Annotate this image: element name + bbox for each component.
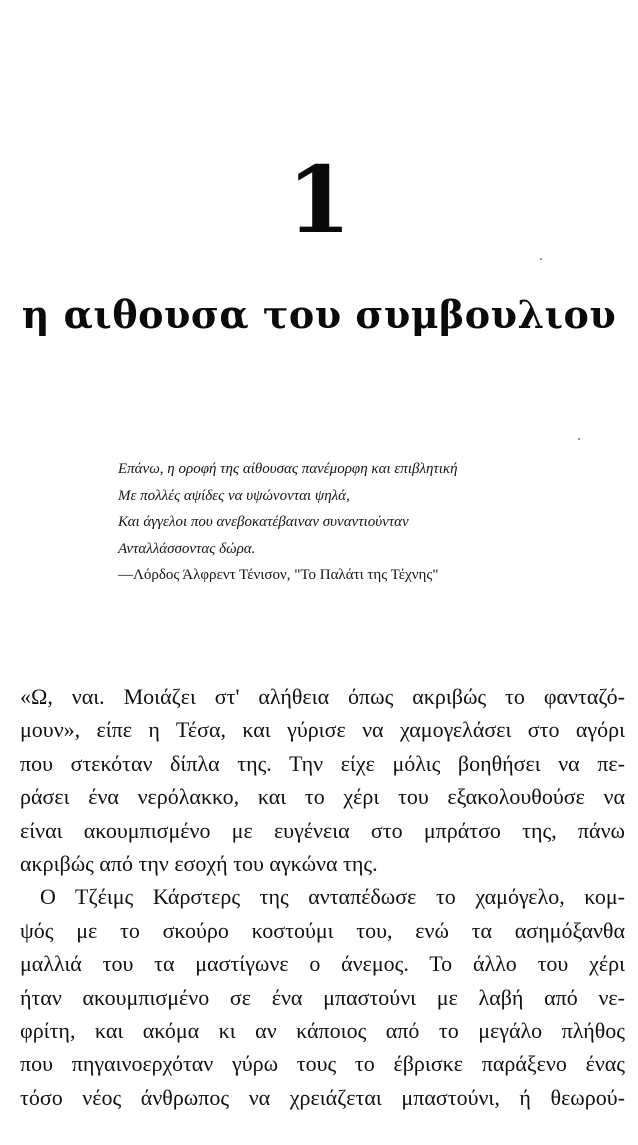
epigraph	[118, 456, 598, 589]
scan-speck	[578, 438, 580, 440]
epigraph-line: Με πολλές αψίδες να υψώνονται ψηλά,	[118, 487, 350, 504]
text-line: που στεκόταν δίπλα της. Την είχε μόλις βοηθήσει να πε-	[20, 750, 625, 776]
text-line: που πηγαινοερχόταν γύρω τους το έβρισκε παράξενο ένας	[20, 1051, 625, 1077]
paragraph	[20, 880, 625, 1114]
text-line: είναι ακουμπισμένο με ευγένεια στο μπράτσο της, πάνω	[20, 817, 625, 843]
text-line: τόσο νέος άνθρωπος να χρειάζεται μπαστούνι, ή θεωρού-	[20, 1084, 625, 1110]
epigraph-attribution: —Λόρδος Άλφρεντ Τένισον, "Το Παλάτι της Τέχνης"	[118, 567, 439, 583]
scan-speck	[540, 258, 542, 260]
text-line: μαλλιά του τα μαστίγωνε ο άνεμος. Το άλλο του χέρι	[20, 951, 625, 977]
body-text	[20, 680, 625, 1114]
text-line: «Ω, ναι. Μοιάζει στ' αλήθεια όπως ακριβώς το φανταζό-	[20, 684, 625, 709]
epigraph-line: Επάνω, η οροφή της αίθουσας πανέμορφη και επιβλητική	[118, 461, 458, 477]
chapter-title: η αιθουσα του συμβουλιου	[21, 292, 617, 337]
text-line: ψός με το σκούρο κοστούμι του, ενώ τα ασημόξανθα	[20, 917, 625, 943]
paragraph	[20, 680, 625, 880]
epigraph-line: Και άγγελοι που ανεβοκατέβαιναν συναντιούνταν	[118, 514, 409, 530]
text-line: ακριβώς από την εσοχή του αγκώνα της.	[20, 851, 378, 877]
chapter-number: 1	[286, 146, 351, 254]
text-line: μουν», είπε η Τέσα, και γύρισε να χαμογελάσει στο αγόρι	[20, 717, 625, 743]
text-line: ράσει ένα νερόλακκο, και το χέρι του εξακολουθούσε να	[20, 784, 625, 810]
epigraph-line: Ανταλλάσσοντας δώρα.	[118, 540, 256, 557]
text-line: φρίτη, και ακόμα κι αν κάποιος από το μεγάλο πλήθος	[20, 1018, 625, 1044]
text-line: ήταν ακουμπισμένο σε ένα μπαστούνι με λαβή από νε-	[20, 984, 625, 1010]
text-line: Ο Τζέιμς Κάρστερς της ανταπέδωσε το χαμόγελο, κομ-	[40, 884, 625, 910]
